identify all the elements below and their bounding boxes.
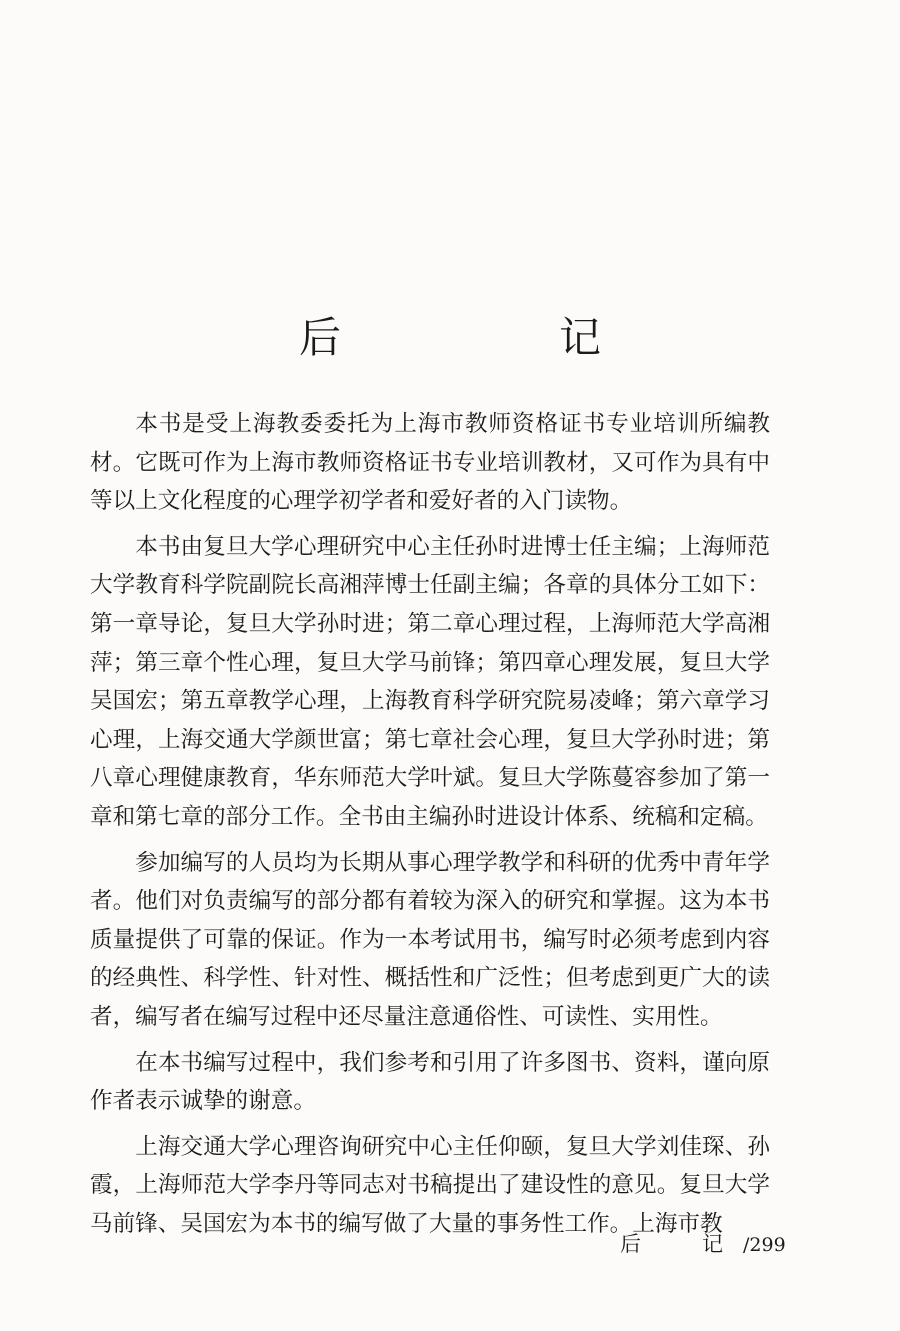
body-text — [90, 405, 770, 1250]
running-title: 后 记 — [620, 1232, 743, 1256]
paragraph: 本书是受上海教委委托为上海市教师资格证书专业培训所编教材。它既可作为上海市教师资格证书专业培训教材，又可作为具有中等以上文化程度的心理学初学者和爱好者的入门读物。 — [90, 411, 770, 515]
paragraph: 参加编写的人员均为长期从事心理学教学和科研的优秀中青年学者。他们对负责编写的部分都有着较为深入的研究和掌握。这为本书质量提供了可靠的保证。作为一本考试用书，编写时必须考虑到内容的经典性、科学性、针对性、概括性和广泛性；但考虑到更广大的读者，编写者在编写过程中还尽量注意通俗性、可读性、实用性。 — [90, 849, 770, 1030]
page-footer — [620, 1230, 786, 1259]
paragraph: 在本书编写过程中，我们参考和引用了许多图书、资料，谨向原作者表示诚挚的谢意。 — [90, 1049, 770, 1115]
page-title: 后 记 — [298, 313, 689, 362]
paragraph: 上海交通大学心理咨询研究中心主任仰颐，复旦大学刘佳琛、孙霞，上海师范大学李丹等同志对书稿提出了建设性的意见。复旦大学马前锋、吴国宏为本书的编写做了大量的事务性工作。上海市教 — [90, 1133, 770, 1237]
paragraph: 本书由复旦大学心理研究中心主任孙时进博士任主编；上海师范大学教育科学院副院长高湘萍博士任副主编；各章的具体分工如下：第一章导论，复旦大学孙时进；第二章心理过程，上海师范大学高湘萍；第三章个性心理，复旦大学马前锋；第四章心理发展，复旦大学吴国宏；第五章教学心理，上海教育科学研究院易凌峰；第六章学习心理，上海交通大学颜世富；第七章社会心理，复旦大学孙时进；第八章心理健康教育，华东师范大学叶斌。复旦大学陈蔓容参加了第一章和第七章的部分工作。全书由主编孙时进设计体系、统稿和定稿。 — [90, 533, 770, 830]
page-number: /299 — [743, 1234, 786, 1256]
